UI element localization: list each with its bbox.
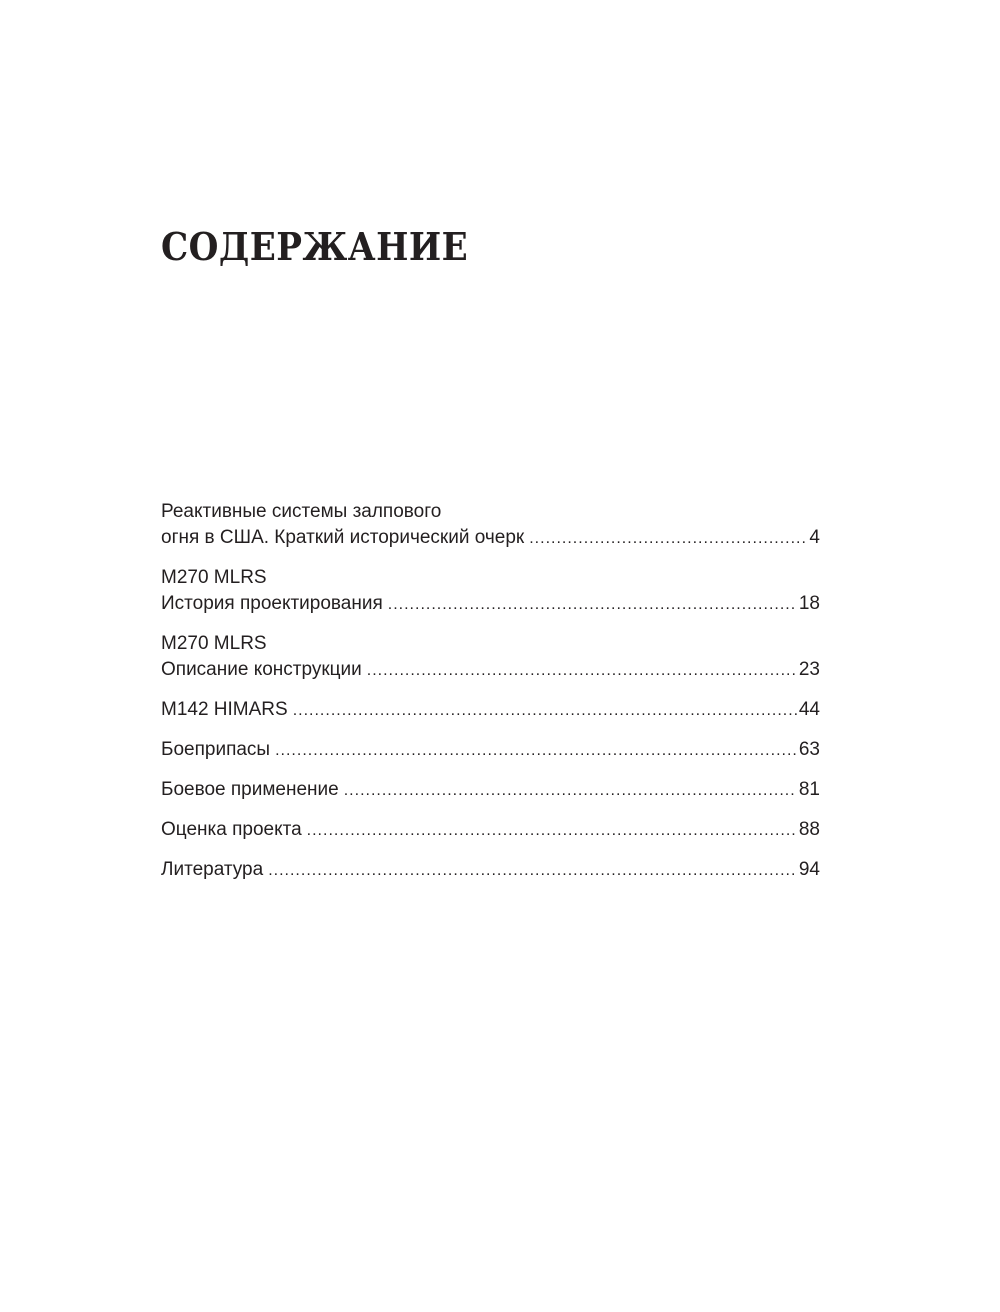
toc-page-number: 94: [798, 859, 820, 880]
toc-entry-line: [161, 525, 820, 551]
dot-leader: [275, 738, 797, 764]
toc-page-number: 18: [798, 593, 820, 614]
toc-entry-heading: M270 MLRS: [161, 567, 267, 588]
toc-entry-literature[interactable]: [161, 857, 820, 883]
toc-entry-m270-design-history[interactable]: [161, 565, 820, 617]
toc-entry-line: [161, 737, 820, 763]
toc-page-number: 44: [798, 699, 820, 720]
dot-leader: [388, 592, 797, 618]
toc-entry-m270-construction[interactable]: [161, 631, 820, 683]
toc-entry-title: Боеприпасы: [161, 739, 271, 760]
dot-leader: [307, 818, 797, 844]
dot-leader: [293, 698, 797, 724]
toc-page-number: 23: [798, 659, 820, 680]
toc-entry-line: [161, 817, 820, 843]
toc-entry-heading: Реактивные системы залпового: [161, 501, 442, 522]
toc-page-number: 81: [798, 779, 820, 800]
page-title: СОДЕРЖАНИЕ: [161, 224, 469, 269]
toc-page-number: 88: [798, 819, 820, 840]
toc-entry-line: [161, 697, 820, 723]
dot-leader: [268, 858, 797, 884]
toc-entry-title: Литература: [161, 859, 264, 880]
toc-entry-title: M142 HIMARS: [161, 699, 288, 720]
toc-entry-title: огня в США. Краткий исторический очерк: [161, 527, 525, 548]
toc-page-number: 4: [809, 527, 820, 548]
toc-entry-rszo-history[interactable]: [161, 499, 820, 551]
toc-entry-combat-use[interactable]: [161, 777, 820, 803]
toc-entry-line: [161, 591, 820, 617]
toc-entry-line: [161, 657, 820, 683]
toc-page-number: 63: [798, 739, 820, 760]
toc-entry-line: [161, 777, 820, 803]
toc-entry-title: История проектирования: [161, 593, 383, 614]
toc-entry-heading: M270 MLRS: [161, 633, 267, 654]
toc-entry-ammunition[interactable]: [161, 737, 820, 763]
table-of-contents: [161, 499, 820, 897]
toc-entry-title: Оценка проекта: [161, 819, 302, 840]
toc-entry-title: Боевое применение: [161, 779, 339, 800]
dot-leader: [367, 658, 797, 684]
toc-entry-project-assessment[interactable]: [161, 817, 820, 843]
dot-leader: [344, 778, 797, 804]
toc-entry-line: [161, 857, 820, 883]
toc-entry-m142-himars[interactable]: [161, 697, 820, 723]
dot-leader: [529, 526, 807, 552]
toc-entry-title: Описание конструкции: [161, 659, 362, 680]
